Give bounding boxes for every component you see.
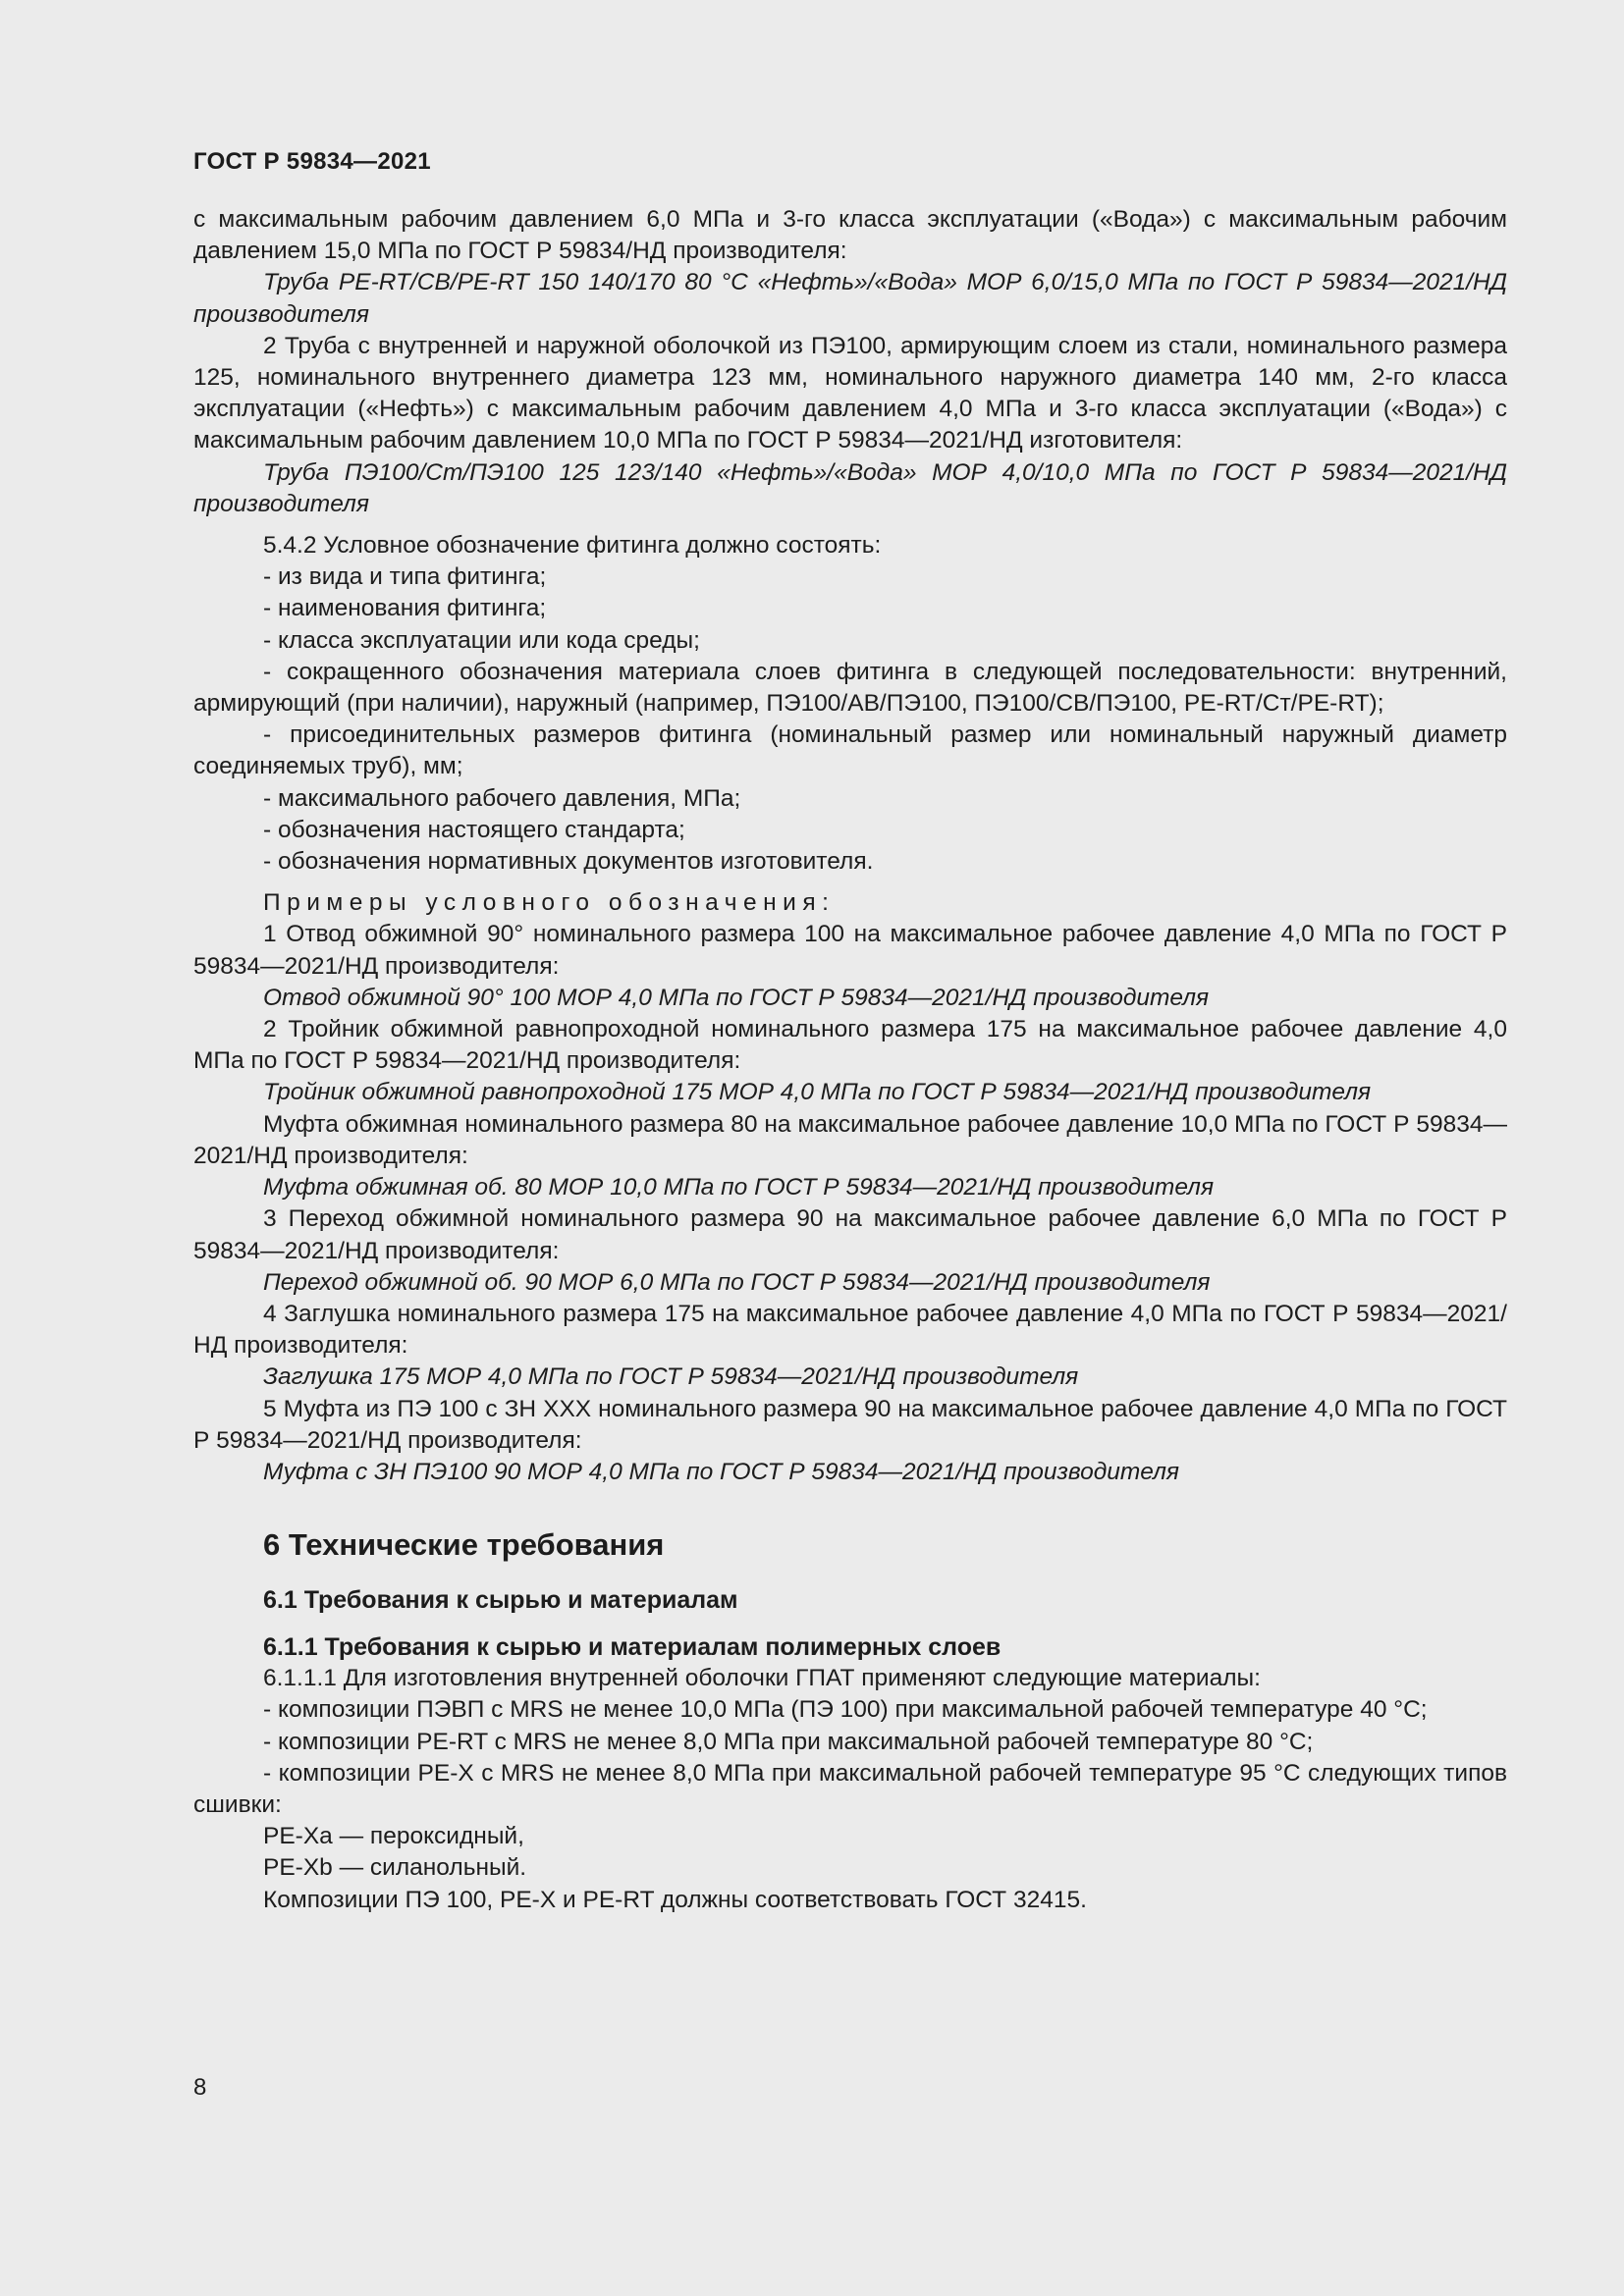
list-item: - композиции PE-RT с MRS не менее 8,0 МПа при максимальной рабочей температуре 80 °C; bbox=[263, 1728, 1314, 1755]
clause-6-1-1-1: 6.1.1.1 Для изготовления внутренней оболочки ГПАТ применяют следующие материалы: bbox=[263, 1665, 1261, 1692]
subsection-heading: 6.1 Требования к сырью и материалам bbox=[263, 1586, 738, 1615]
page-number: 8 bbox=[193, 2074, 207, 2101]
subsubsection-heading: 6.1.1 Требования к сырью и материалам полимерных слоев bbox=[263, 1633, 1001, 1662]
example-item: 5 Муфта из ПЭ 100 с ЗН XXX номинального размера 90 на максимальное рабочее давление 4,0 МПа по ГОСТ Р 59834—2021/НД производителя: bbox=[193, 1395, 1507, 1454]
list-item: - максимального рабочего давления, МПа; bbox=[263, 784, 741, 812]
crosslink-type: PE-Xa — пероксидный, bbox=[263, 1823, 524, 1850]
designation-example: Отвод обжимной 90° 100 МОР 4,0 МПа по ГОСТ Р 59834—2021/НД производителя bbox=[263, 984, 1210, 1011]
example-item: 3 Переход обжимной номинального размера 90 на максимальное рабочее давление 6,0 МПа по ГОСТ Р 59834—2021/НД производителя: bbox=[193, 1205, 1507, 1264]
crosslink-type: PE-Xb — силанольный. bbox=[263, 1854, 527, 1882]
designation-example: Труба ПЭ100/Ст/ПЭ100 125 123/140 «Нефть»/«Вода» МОР 4,0/10,0 МПа по ГОСТ Р 59834—2021/НД производителя bbox=[193, 458, 1507, 517]
list-item: - обозначения нормативных документов изготовителя. bbox=[263, 848, 874, 876]
example-item: 1 Отвод обжимной 90° номинального размера 100 на максимальное рабочее давление 4,0 МПа по ГОСТ Р 59834—2021/НД производителя: bbox=[193, 921, 1507, 980]
list-item: - присоединительных размеров фитинга (номинальный размер или номинальный наружный диаметр соединяемых труб), мм; bbox=[193, 721, 1507, 780]
document-header: ГОСТ Р 59834—2021 bbox=[193, 148, 431, 175]
list-item: - наименования фитинга; bbox=[263, 595, 547, 622]
designation-example: Заглушка 175 МОР 4,0 МПа по ГОСТ Р 59834—2021/НД производителя bbox=[263, 1363, 1079, 1391]
designation-example: Тройник обжимной равнопроходной 175 МОР 4,0 МПа по ГОСТ Р 59834—2021/НД производителя bbox=[263, 1079, 1372, 1106]
list-item: - композиции PE-X с MRS не менее 8,0 МПа при максимальной рабочей температуре 95 °C следующих типов сшивки: bbox=[193, 1759, 1507, 1818]
list-item: - из вида и типа фитинга; bbox=[263, 563, 547, 591]
list-item: - сокращенного обозначения материала слоев фитинга в следующей последовательности: внутренний, армирующий (при наличии), наружный (например, ПЭ100/АВ/ПЭ100, ПЭ100/СВ/ПЭ100, PE-RT/Ст/PE-RT); bbox=[193, 658, 1507, 718]
list-item: - композиции ПЭВП с MRS не менее 10,0 МПа (ПЭ 100) при максимальной рабочей температуре 40 °C; bbox=[263, 1696, 1428, 1724]
designation-example: Переход обжимной об. 90 МОР 6,0 МПа по ГОСТ Р 59834—2021/НД производителя bbox=[263, 1268, 1211, 1296]
paragraph: 2 Труба с внутренней и наружной оболочкой из ПЭ100, армирующим слоем из стали, номинального размера 125, номинального внутреннего диаметра 123 мм, номинального наружного диаметра 140 мм, 2-го класса эксплуатации («Нефть») с максимальным рабочим давлением 4,0 МПа и 3-го класса эксплуатации («Вода») с максимальным рабочим давлением 10,0 МПа по ГОСТ Р 59834—2021/НД изготовителя: bbox=[193, 332, 1507, 454]
document-page bbox=[193, 147, 1507, 1916]
example-item: 4 Заглушка номинального размера 175 на максимальное рабочее давление 4,0 МПа по ГОСТ Р 59834—2021/НД производителя: bbox=[193, 1300, 1507, 1360]
paragraph: с максимальным рабочим давлением 6,0 МПа и 3-го класса эксплуатации («Вода») с максимальным рабочим давлением 15,0 МПа по ГОСТ Р 59834/НД производителя: bbox=[193, 206, 1507, 265]
designation-example: Труба PE-RT/CB/PE-RT 150 140/170 80 °C «Нефть»/«Вода» МОР 6,0/15,0 МПа по ГОСТ Р 59834—2021/НД производителя bbox=[193, 269, 1507, 328]
list-item: - класса эксплуатации или кода среды; bbox=[263, 626, 700, 654]
paragraph: Композиции ПЭ 100, PE-X и PE-RT должны соответствовать ГОСТ 32415. bbox=[263, 1886, 1087, 1913]
examples-heading: Примеры условного обозначения: bbox=[263, 889, 836, 917]
designation-example: Муфта с ЗН ПЭ100 90 МОР 4,0 МПа по ГОСТ Р 59834—2021/НД производителя bbox=[263, 1458, 1180, 1485]
section-heading: 6 Технические требования bbox=[263, 1527, 665, 1563]
clause-5-4-2: 5.4.2 Условное обозначение фитинга должно состоять: bbox=[263, 532, 882, 560]
example-item: Муфта обжимная номинального размера 80 на максимальное рабочее давление 10,0 МПа по ГОСТ Р 59834—2021/НД производителя: bbox=[193, 1110, 1507, 1169]
designation-example: Муфта обжимная об. 80 МОР 10,0 МПа по ГОСТ Р 59834—2021/НД производителя bbox=[263, 1174, 1215, 1201]
list-item: - обозначения настоящего стандарта; bbox=[263, 816, 685, 843]
example-item: 2 Тройник обжимной равнопроходной номинального размера 175 на максимальное рабочее давление 4,0 МПа по ГОСТ Р 59834—2021/НД производителя: bbox=[193, 1016, 1507, 1075]
